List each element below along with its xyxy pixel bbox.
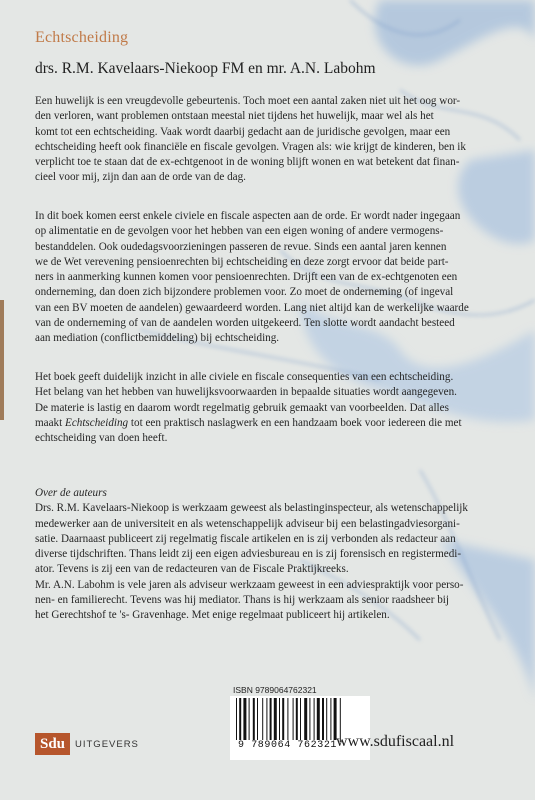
barcode-bar	[236, 698, 237, 742]
text-line: den verloren, want problemen ontstaan meestal niet tijdens het huwelijk, maar wel als het	[35, 110, 434, 123]
barcode-bar	[279, 698, 280, 742]
publisher-label: UITGEVERS	[75, 739, 139, 750]
barcode-bar	[239, 698, 241, 742]
sdu-logo: Sdu	[35, 733, 70, 755]
isbn-label: ISBN 9789064762321	[233, 685, 317, 695]
barcode-bar	[262, 698, 263, 742]
text-line: ners in aanmerking kunnen komen voor pensioenrechten. Drijft een van de ex-echtgenoten een	[35, 271, 458, 284]
barcode-bar	[266, 698, 267, 742]
about-heading: Over de auteurs	[35, 487, 107, 499]
text-line: Mr. A.N. Labohm is vele jaren als adviseur werkzaam geweest in een adviespraktijk voor perso-	[35, 578, 464, 591]
text-line	[35, 416, 513, 431]
barcode-bar	[309, 698, 310, 742]
barcode-bar	[282, 698, 284, 742]
text-line: van een BV moeten de aandelen) gewaardeerd worden. Lang niet altijd kan de werkelijke waarde	[35, 301, 469, 314]
text-line: echtscheiding heeft ook financiële en fiscale gevolgen. Vragen als: wie krijgt de kinderen, ben ik	[35, 140, 466, 153]
barcode-bar	[243, 698, 246, 742]
text-line: cieel voor mij, zijn dan aan de orde van de dag.	[35, 171, 246, 184]
barcode-bar	[287, 698, 288, 742]
text-line: Het belang van het hebben van huwelijksvoorwaarden in bepaalde situaties wordt aangegeven.	[35, 386, 457, 399]
barcode-bar	[270, 698, 272, 742]
text-fragment: maakt	[35, 416, 66, 429]
text-line: In dit boek komen eerst enkele civiele en fiscale aspecten aan de orde. Er wordt nader ingegaan	[35, 210, 461, 222]
text-line: verplicht toe te staan dat de ex-echtgenoot in de woning blijft wonen en wat betekent dat finan-	[35, 156, 460, 169]
barcode-bar	[293, 698, 294, 742]
text-line: satie. Daarnaast publiceert zij regelmatig fiscale artikelen en is zij verbonden als redacteur aan	[35, 532, 456, 545]
paragraph-contents	[35, 209, 513, 347]
text-line: De materie is lastig en daarom wordt regelmatig gebruik gemaakt van voorbeelden. Dat alles	[35, 401, 449, 414]
text-fragment: tot een praktisch naslagwerk en een handzaam boek voor iedereen die met	[128, 416, 462, 429]
text-line: van de onderneming of van de aandelen worden uitgekeerd. Ten slotte wordt aandacht besteed	[35, 317, 455, 330]
barcode-bar	[253, 698, 255, 742]
spine-edge-tab	[0, 300, 4, 420]
barcode-bar	[304, 698, 307, 742]
text-line: aan mediation (conflictbemiddeling) bij echtscheiding.	[35, 332, 280, 345]
barcode-bar	[330, 698, 331, 742]
text-line: Een huwelijk is een vreugdevolle gebeurtenis. Toch moet een aantal zaken niet uit het oog wor-	[35, 95, 461, 107]
barcode-bar	[257, 698, 258, 742]
text-line: medewerker aan de universiteit en als wetenschappelijk adviseur bij een belastingadviesorgani-	[35, 517, 460, 530]
text-line: het Gerechtshof te 's- Gravenhage. Met enige regelmaat publiceert hij artikelen.	[35, 609, 390, 622]
barcode-bar	[274, 698, 277, 742]
text-line: bestanddelen. Ook oudedagsvoorzieningen passeren de revue. Sinds een aantal jaren kennen	[35, 240, 447, 253]
book-title-italic: Echtscheiding	[65, 416, 129, 429]
website-url: www.sdufiscaal.nl	[336, 733, 455, 750]
text-line: onderneming, dan doen zich bijzondere problemen voor. Zo moet de onderneming (of ingeval	[35, 286, 454, 299]
barcode-number: 9 789064 762321	[238, 740, 338, 751]
text-line: komt tot een echtscheiding. Vaak wordt daarbij gedacht aan de juridische gevolgen, maar een	[35, 125, 451, 138]
text-line: diverse tijdschriften. Thans leidt zij een eigen adviesbureau en is zij forensisch en registermedi-	[35, 548, 462, 561]
text-line: nen- en familierecht. Tevens was hij mediator. Thans is hij werkzaam als senior raadsheer bij	[35, 594, 449, 607]
paragraph-intro	[35, 94, 513, 186]
barcode-bar	[314, 698, 315, 742]
barcode-bar	[326, 698, 327, 742]
text-line: ator. Tevens is zij een van de redacteuren van de Fiscale Praktijkreeks.	[35, 563, 349, 576]
paragraph-summary	[35, 370, 513, 446]
barcode-bar	[296, 698, 298, 742]
text-line: Drs. R.M. Kavelaars-Niekoop is werkzaam geweest als belastinginspecteur, als wetenschappelijk	[35, 502, 468, 515]
barcode-bar	[322, 698, 324, 742]
text-line: echtscheiding van doen heeft.	[35, 432, 168, 445]
text-line: op alimentatie en de gevolgen voor het hebben van een eigen woning of andere vermogens-	[35, 225, 444, 238]
barcode-bar	[300, 698, 301, 742]
text-line: Het boek geeft duidelijk inzicht in alle civiele en fiscale consequenties van een echtscheiding.	[35, 371, 454, 383]
barcode-bar	[317, 698, 320, 742]
authors-line: drs. R.M. Kavelaars-Niekoop FM en mr. A.N. Labohm	[35, 60, 376, 77]
series-title: Echtscheiding	[35, 29, 129, 46]
text-line: we de Wet verevening pensioenrechten bij echtscheiding en deze zorgt ervoor dat beide part-	[35, 255, 449, 268]
about-authors	[35, 486, 513, 624]
barcode-bar	[249, 698, 250, 742]
